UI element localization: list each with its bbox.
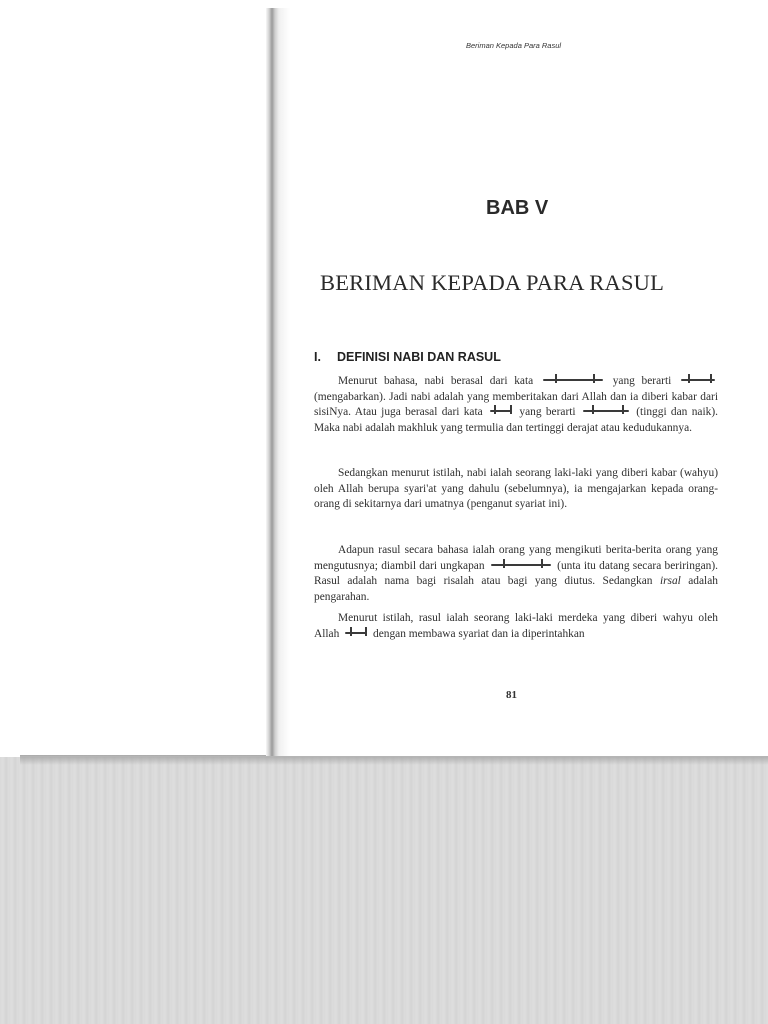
p3-text-b: (unta itu datang secara beriringan). Rasul adalah nama bagi risalah atau bagi yang diutus. Sedangkan	[314, 559, 718, 587]
paragraph-2	[314, 466, 718, 513]
p1-text-b: yang berarti	[612, 375, 672, 387]
p4-text-b: dengan membawa syariat dan ia diperintahkan	[373, 627, 585, 640]
section-number: I.	[314, 350, 321, 364]
p3-italic-term: irsal	[659, 575, 681, 587]
p1-text-a: Menurut bahasa, nabi berasal dari kata	[338, 375, 534, 387]
running-head: Beriman Kepada Para Rasul	[466, 41, 562, 50]
arabic-word-icon	[543, 374, 603, 385]
p1-text-e: (tinggi dan naik). Maka nabi adalah makhluk yang termulia dan tertinggi derajat atau kedudukannya.	[314, 406, 718, 434]
page-number: 81	[506, 689, 517, 701]
arabic-word-icon	[490, 405, 512, 416]
chapter-label: BAB V	[486, 197, 549, 219]
chapter-title: BERIMAN KEPADA PARA RASUL	[320, 270, 665, 295]
arabic-word-icon	[491, 559, 551, 570]
book-spine	[266, 8, 290, 756]
arabic-word-icon	[681, 374, 715, 385]
arabic-word-icon	[583, 405, 629, 416]
p4-text-a: Menurut istilah, rasul ialah seorang laki-laki merdeka yang diberi wahyu oleh Allah	[314, 612, 718, 640]
paragraph-1	[314, 374, 718, 436]
p1-text-d: yang berarti	[519, 406, 576, 418]
honorific-glyph-icon	[345, 627, 367, 638]
scanner-background	[0, 757, 768, 1024]
paragraph-3	[314, 543, 718, 605]
p3-text-d: adalah pengarahan.	[314, 575, 718, 603]
section-heading	[314, 350, 501, 364]
p3-text-a: Adapun rasul secara bahasa ialah orang yang mengikuti berita-berita orang yang mengutusnya; diambil dari ungkapan	[314, 544, 718, 572]
p1-text-c: (mengabarkan). Jadi nabi adalah yang memberitakan dari Allah dan ia diberi kabar dari sisiNya. Atau juga berasal dari kata	[314, 390, 718, 418]
section-title: DEFINISI NABI DAN RASUL	[336, 350, 501, 364]
paragraph-4	[314, 611, 718, 642]
page-edge-shadow	[20, 755, 768, 765]
p2-text: Sedangkan menurut istilah, nabi ialah seorang laki-laki yang diberi kabar (wahyu) oleh Allah berupa syari'at yang dahulu (sebelumnya), ia mengajarkan kepada orang-orang di sekitarnya dari umatnya (penganut syariat ini).	[314, 467, 718, 510]
